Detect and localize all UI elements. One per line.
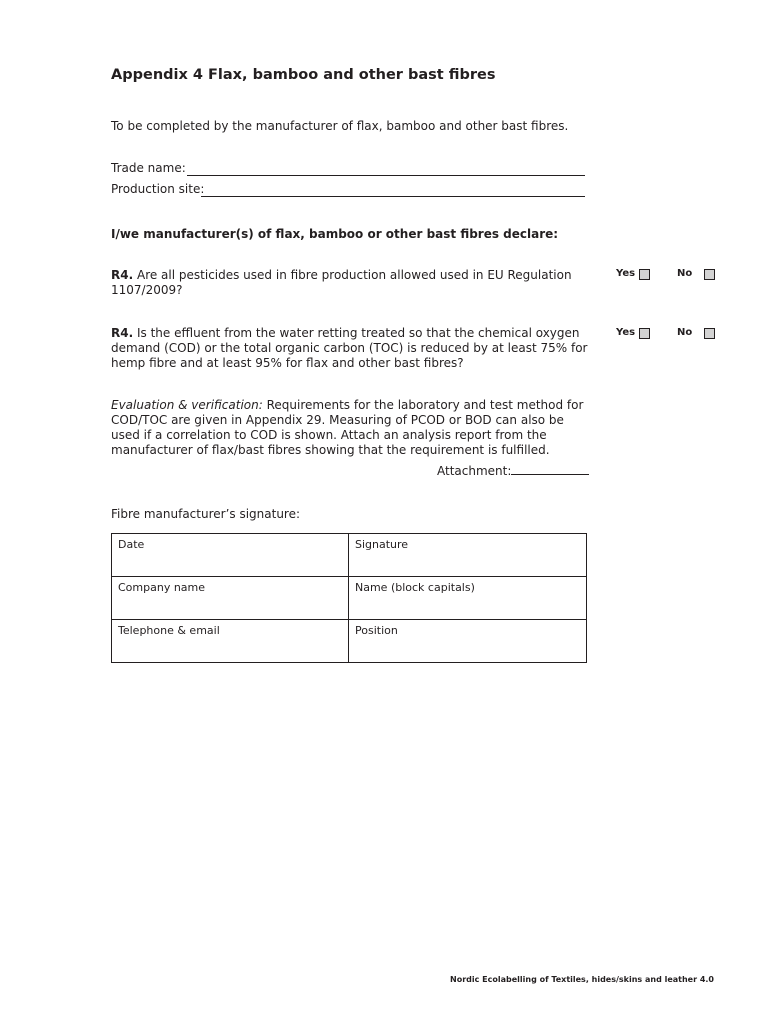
question-1-yes-label: Yes <box>616 268 636 279</box>
page-title: Appendix 4 Flax, bamboo and other bast fibres <box>111 67 496 83</box>
question-1-text: Are all pesticides used in fibre production allowed used in EU Regulation 1107/2009? <box>111 268 572 297</box>
signature-heading: Fibre manufacturer’s signature: <box>111 507 301 521</box>
question-1-no-checkbox[interactable] <box>704 269 715 280</box>
evaluation-text: Requirements for the laboratory and test method for COD/TOC are given in Appendix 29. Measuring of PCOD or BOD can also be used if a correlation to COD is shown. Attach an analysis report from the manufacturer of flax/bast fibres showing that the requirement is fulfilled. <box>111 398 584 457</box>
trade-name-field[interactable] <box>187 175 585 176</box>
telephone-email-cell[interactable]: Telephone & email <box>112 620 349 663</box>
declaration-heading: I/we manufacturer(s) of flax, bamboo or other bast fibres declare: <box>111 227 559 241</box>
question-2-yes-label: Yes <box>616 327 636 338</box>
production-site-field[interactable] <box>201 196 585 197</box>
table-row <box>112 620 587 663</box>
signature-table <box>111 533 587 663</box>
intro-text: To be completed by the manufacturer of flax, bamboo and other bast fibres. <box>111 119 569 133</box>
page-footer: Nordic Ecolabelling of Textiles, hides/skins and leather 4.0 <box>450 975 714 984</box>
question-2 <box>111 326 591 371</box>
question-2-no-checkbox[interactable] <box>704 328 715 339</box>
question-1 <box>111 268 591 298</box>
question-2-yes-checkbox[interactable] <box>639 328 650 339</box>
question-2-no-label: No <box>677 327 693 338</box>
question-1-yes-checkbox[interactable] <box>639 269 650 280</box>
attachment-label: Attachment: <box>437 464 512 478</box>
company-name-cell[interactable]: Company name <box>112 577 349 620</box>
attachment-row <box>437 463 589 479</box>
question-2-text: Is the effluent from the water retting treated so that the chemical oxygen demand (COD) or the total organic carbon (TOC) is reduced by at least 75% for hemp fibre and at least 95% for flax and other bast fibres? <box>111 326 588 370</box>
attachment-field[interactable] <box>511 463 589 475</box>
question-1-label: R4. <box>111 268 134 282</box>
date-cell[interactable]: Date <box>112 534 349 577</box>
evaluation-block <box>111 398 591 458</box>
evaluation-heading: Evaluation & verification: <box>111 398 263 412</box>
table-row <box>112 577 587 620</box>
trade-name-label: Trade name: <box>111 161 186 175</box>
production-site-label: Production site: <box>111 182 205 196</box>
table-row <box>112 534 587 577</box>
signature-cell[interactable]: Signature <box>349 534 587 577</box>
question-2-label: R4. <box>111 326 134 340</box>
question-1-no-label: No <box>677 268 693 279</box>
name-block-capitals-cell[interactable]: Name (block capitals) <box>349 577 587 620</box>
position-cell[interactable]: Position <box>349 620 587 663</box>
